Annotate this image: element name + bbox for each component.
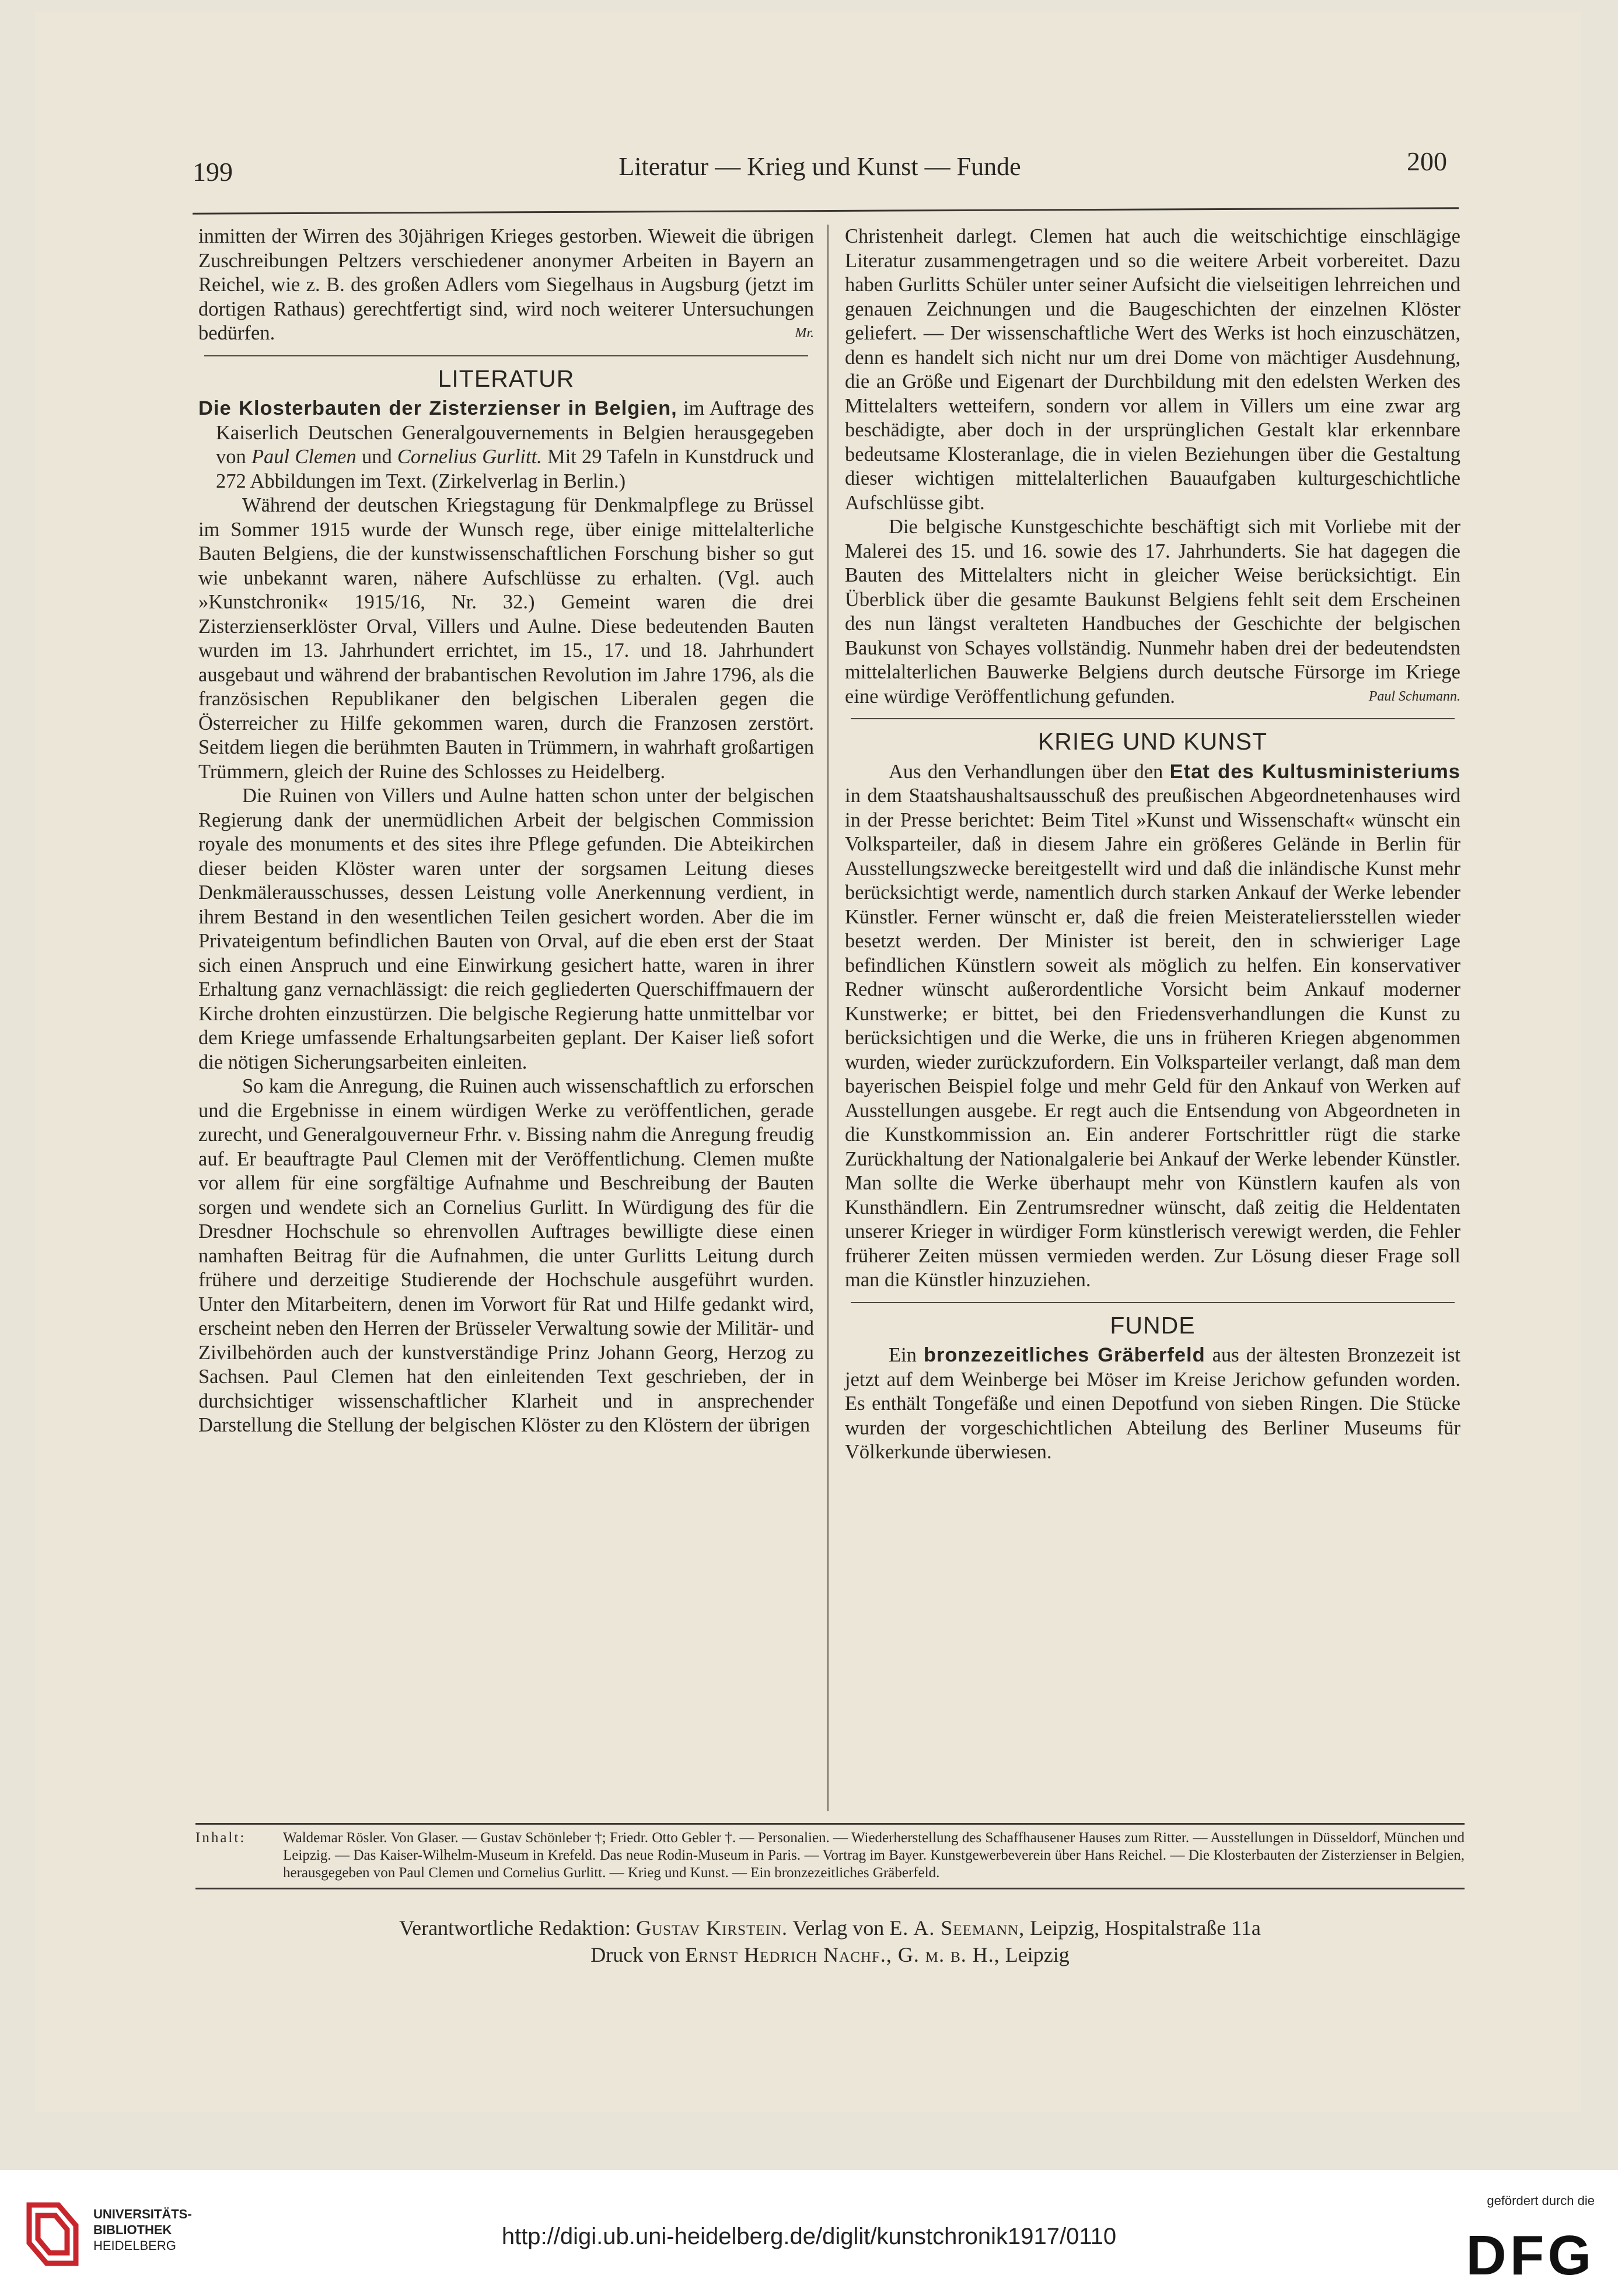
contents-rule-top	[195, 1823, 1465, 1825]
imprint-print-suffix: Leipzig	[1000, 1943, 1070, 1966]
review-paragraph-2: Die Ruinen von Villers und Aulne hatten schon unter der belgischen Regierung dank der unermüdlichen Arbeit der belgischen Commission royale des monuments et des sites ihre Pflege gefunden. Die Abteikirchen dieser beiden Klöster waren unter der sorgsamen Leitung dieses Denkmälerausschusses, dessen Leistung volle Anerkennung verdient, in ihrem Bestand in den wesentlichen Teilen gesichert worden. Aber die im Privateigentum befindlichen Bauten von Orval, auf die eben erst der Staat sich einen Anspruch und eine Einwirkung gesichert hatte, waren in ihrer Erhaltung ganz vernachlässigt: die reich gegliederten Querschiffmauern der Kirche drohten einzustürzen. Die belgische Regierung hatte unmittelbar vor dem Kriege umfassende Erhaltungsarbeiten geplant. Der Kaiser ließ sofort die nötigen Sicherungsarbeiten einleiten.	[198, 785, 814, 1073]
funde-paragraph	[845, 1343, 1460, 1465]
book-editor-1: Paul Clemen	[251, 446, 357, 468]
book-ref-2: und	[356, 446, 397, 468]
review-paragraph-1: Während der deutschen Kriegstagung für Denkmalpflege zu Brüssel im Sommer 1915 wurde der Wunsch rege, über einige mittelalterliche Bauten Belgiens, die der kunstwissenschaftlichen Forschung bisher so gut wie unbekannt waren, nähere Aufschlüsse zu erhalten. (Vgl. auch »Kunstchronik« 1915/16, Nr. 32.) Gemeint waren die drei Zisterzienserklöster Orval, Villers und Aulne. Diese bedeutenden Bauten wurden im 13. Jahrhundert errichtet, im 15., 17. und 18. Jahrhundert ausgebaut und während der brabantischen Revolution im Jahre 1796, als die französischen Republikaner den belgischen Liberalen gegen die Österreicher zu Hilfe gekommen waren, durch die Franzosen zerstört. Seitdem liegen die berühmten Bauten in Trümmern, in wahrhaft großartigen Trümmern, gleich der Ruine des Schlosses zu Heidelberg.	[198, 494, 814, 783]
permalink-url[interactable]: http://digi.ub.uni-heidelberg.de/diglit/kunstchronik1917/0110	[501, 2224, 1117, 2249]
literatur-heading: LITERATUR	[438, 365, 575, 392]
krieg-bold: Etat des Kultusministeriums	[1169, 760, 1460, 783]
funde-heading: FUNDE	[1110, 1311, 1196, 1339]
left-column	[198, 225, 814, 1823]
viewer-footer	[0, 2170, 1618, 2296]
page-number-left: 199	[193, 157, 233, 187]
section-rule	[851, 718, 1455, 719]
section-rule	[204, 355, 808, 356]
imprint-line-2	[195, 1941, 1465, 1968]
page-number-right: 200	[1407, 146, 1447, 176]
imprint-prefix: Verantwortliche Redaktion:	[399, 1916, 637, 1940]
imprint-printer: Ernst Hedrich Nachf., G. m. b. H.,	[685, 1943, 1000, 1966]
continuation-signature: Mr.	[795, 326, 814, 341]
imprint-mid: Verlag von	[788, 1916, 890, 1940]
library-line-3: HEIDELBERG	[93, 2238, 176, 2253]
krieg-paragraph	[845, 760, 1460, 1293]
krieg-text-1: Aus den Verhandlungen über den	[889, 760, 1170, 783]
krieg-text-2: in dem Staatshaushaltsausschuß des preußischen Abgeordnetenhauses wird in der Presse berichtet: Beim Titel »Kunst und Wissenschaft« wünscht ein Volksparteiler, daß in diesem Jahre ein größeres Gelände in Berlin für Ausstellungszwecke bereitgestellt wird und daß die inländische Kunst mehr berücksichtigt werde, namentlich durch starken Ankauf der Werke lebender Künstler. Ferner wünscht er, daß die freien Meisterateliersstellen wieder besetzt werden. Der Minister ist bereit, den in schwieriger Lage befindlichen Künstlern soweit als möglich zu helfen. Ein konservativer Redner wünscht außerordentliche Vorsicht beim Ankauf moderner Kunstwerke; er bittet, bei den Friedensverhandlungen die Kunst zu berücksichtigen und die Werke, die uns in früheren Kriegen abgenommen wurden, wieder zurückzufordern. Ein Volksparteiler verlangt, daß man dem bayerischen Beispiel folge und mehr Geld für den Ankauf von Werken auf Ausstellungen ausgebe. Er regt auch die Entsendung von Abgeordneten in die Kunstkommission an. Ein anderer Fortschrittler rügt die starke Zurückhaltung der Nationalgalerie bei Ankauf der Werke lebender Künstler. Man sollte die Werke überhaupt mehr von Künstlern kaufen als von Kunsthändlern. Ein Zentrumsredner wünscht, daß zeitig die Heldentaten unserer Krieger in würdiger Form künstlerisch verewigt werden, die Fehler früherer Zeiten müssen vermieden werden. Zur Lösung dieser Frage soll man die Künstler hinzuziehen.	[845, 785, 1460, 1291]
imprint	[195, 1915, 1465, 1968]
book-editor-2: Cornelius Gurlitt.	[397, 446, 542, 468]
dfg-logo: DFG	[1466, 2224, 1595, 2287]
section-rule	[851, 1302, 1455, 1303]
contents-box	[195, 1823, 1465, 1889]
book-ref-3: Mit 29 Tafeln in Kunstdruck und 272 Abbildungen im Text. (Zirkelverlag in Berlin.)	[216, 446, 815, 492]
contents-rule-bottom	[195, 1888, 1465, 1889]
review-signature: Paul Schumann.	[1368, 688, 1460, 704]
library-line-2: BIBLIOTHEK	[93, 2222, 172, 2237]
funde-text-1: Ein	[889, 1344, 924, 1366]
imprint-editor: Gustav Kirstein.	[636, 1916, 788, 1940]
running-head-title: Literatur — Krieg und Kunst — Funde	[618, 152, 1021, 181]
funded-by-label: gefördert durch die	[1487, 2193, 1595, 2208]
column-divider	[827, 225, 829, 1811]
book-entry	[198, 397, 814, 494]
krieg-und-kunst-heading: KRIEG UND KUNST	[1037, 728, 1268, 755]
contents-label: Inhalt:	[195, 1830, 246, 1846]
review-paragraph-5	[845, 515, 1460, 709]
continuation-paragraph	[198, 225, 814, 346]
book-ref-1: im Auftrage des Kaiserlich Deutschen Generalgouvernements in Belgien herausgegeben von	[216, 397, 815, 468]
imprint-publisher: E. A. Seemann,	[889, 1916, 1025, 1940]
imprint-print-prefix: Druck von	[590, 1943, 686, 1966]
book-title: Die Klosterbauten der Zisterzienser in Belgien,	[198, 397, 677, 419]
funde-text-2: aus der ältesten Bronzezeit ist jetzt auf dem Weinberge bei Möser im Kreise Jerichow gefunden worden. Es enthält Tongefäße und einen Depotfund von sieben Ringen. Die Stücke wurden der vorgeschichtlichen Abteilung des Berliner Museums für Völkerkunde überwiesen.	[845, 1344, 1460, 1463]
right-column	[845, 225, 1460, 1805]
review-paragraph-4: Christenheit darlegt. Clemen hat auch die weitschichtige einschlägige Literatur zusammengetragen und so die weitere Arbeit vorbereitet. Dazu haben Gurlitts Schüler unter seiner Aufsicht die vielseitigen lehrreichen und genauen Zeichnungen und die Baugeschichten der einzelnen Klöster geliefert. — Der wissenschaftliche Wert des Werks ist hoch einzuschätzen, denn es handelt sich nicht nur um drei Dome von mächtiger Ausdehnung, die an Größe und Eigenart der Durchbildung mit den edelsten Werken des Mittelalters wetteifern, sondern vor allem in Villers um eine zwar arg beschädigte, aber doch in der ursprünglichen Gestalt klar erkennbare bedeutsame Klosteranlage, die in vielen Beziehungen über die Gestaltung dieser wichtigen mittelalterlichen Bauaufgaben kulturgeschichtliche Aufschlüsse gibt.	[845, 225, 1460, 514]
imprint-suffix: Leipzig, Hospitalstraße 11a	[1025, 1916, 1261, 1940]
library-line-1: UNIVERSITÄTS-	[93, 2207, 192, 2221]
continuation-text: inmitten der Wirren des 30jährigen Krieges gestorben. Wieweit die übrigen Zuschreibungen Peltzers verschiedener anonymer Arbeiten in Bayern an Reichel, wie z. B. des großen Adlers vom Siegelhaus in Augsburg (jetzt im dortigen Rathaus) gerechtfertigt sind, wird noch weiterer Untersuchungen bedürfen.	[198, 225, 814, 344]
funde-bold: bronzezeitliches Gräberfeld	[923, 1344, 1205, 1366]
imprint-line-1	[195, 1915, 1465, 1941]
review-paragraph-3: So kam die Anregung, die Ruinen auch wissenschaftlich zu erforschen und die Ergebnisse in einem würdigen Werke zu veröffentlichen, gerade zurecht, und Generalgouverneur Frhr. v. Bissing nahm die Anregung freudig auf. Er beauftragte Paul Clemen mit der Veröffentlichung. Clemen mußte vor allem für eine sorgfältige Aufnahme und Beschreibung der Bauten sorgen und wendete sich an Cornelius Gurlitt. In Würdigung des für die Dresdner Hochschule so ehrenvollen Auftrages bewilligte diese einen namhaften Beitrag für die Aufnahmen, die unter Gurlitts Leitung durch frühere und derzeitige Studierende der Hochschule ausgeführt wurden. Unter den Mitarbeitern, denen im Vorwort für Rat und Hilfe gedankt wird, erscheint neben den Herren der Brüsseler Verwaltung sowie der Militär- und Zivilbehörden auch der kunstverständige Prinz Johann Georg, Herzog zu Sachsen. Paul Clemen hat den einleitenden Text geschrieben, der in durchsichtiger wissenschaftlicher Klarheit und in ansprechender Darstellung die Stellung der belgischen Klöster zu den Klöstern der übrigen	[198, 1075, 814, 1436]
review-paragraph-5-text: Die belgische Kunstgeschichte beschäftigt sich mit Vorliebe mit der Malerei des 15. und 16. sowie des 17. Jahrhunderts. Sie hat dagegen die Bauten des Mittelalters nicht in gleicher Weise berücksichtigt. Ein Überblick über die gesamte Baukunst Belgiens fehlt seit dem Erscheinen des nun längst veralteten Handbuches der Geschichte der belgischen Baukunst von Schayes vollständig. Nunmehr haben drei der bedeutendsten mittelalterlichen Bauwerke Belgiens durch deutsche Fürsorge im Kriege eine würdige Veröffentlichung gefunden.	[845, 516, 1460, 708]
contents-text: Waldemar Rösler. Von Glaser. — Gustav Schönleber †; Friedr. Otto Gebler †. — Personalien. — Wiederherstellung des Schaffhausener Hauses zum Ritter. — Ausstellungen in Düsseldorf, München und Leipzig. — Das Kaiser-Wilhelm-Museum in Krefeld. Das neue Rodin-Museum in Paris. — Vortrag im Bayer. Kunstgewerbeverein über Hans Reichel. — Die Klosterbauten der Zisterzienser in Belgien, herausgegeben von Paul Clemen und Cornelius Gurlitt. — Krieg und Kunst. — Ein bronzezeitliches Gräberfeld.	[283, 1830, 1465, 1881]
running-head	[193, 146, 1447, 192]
